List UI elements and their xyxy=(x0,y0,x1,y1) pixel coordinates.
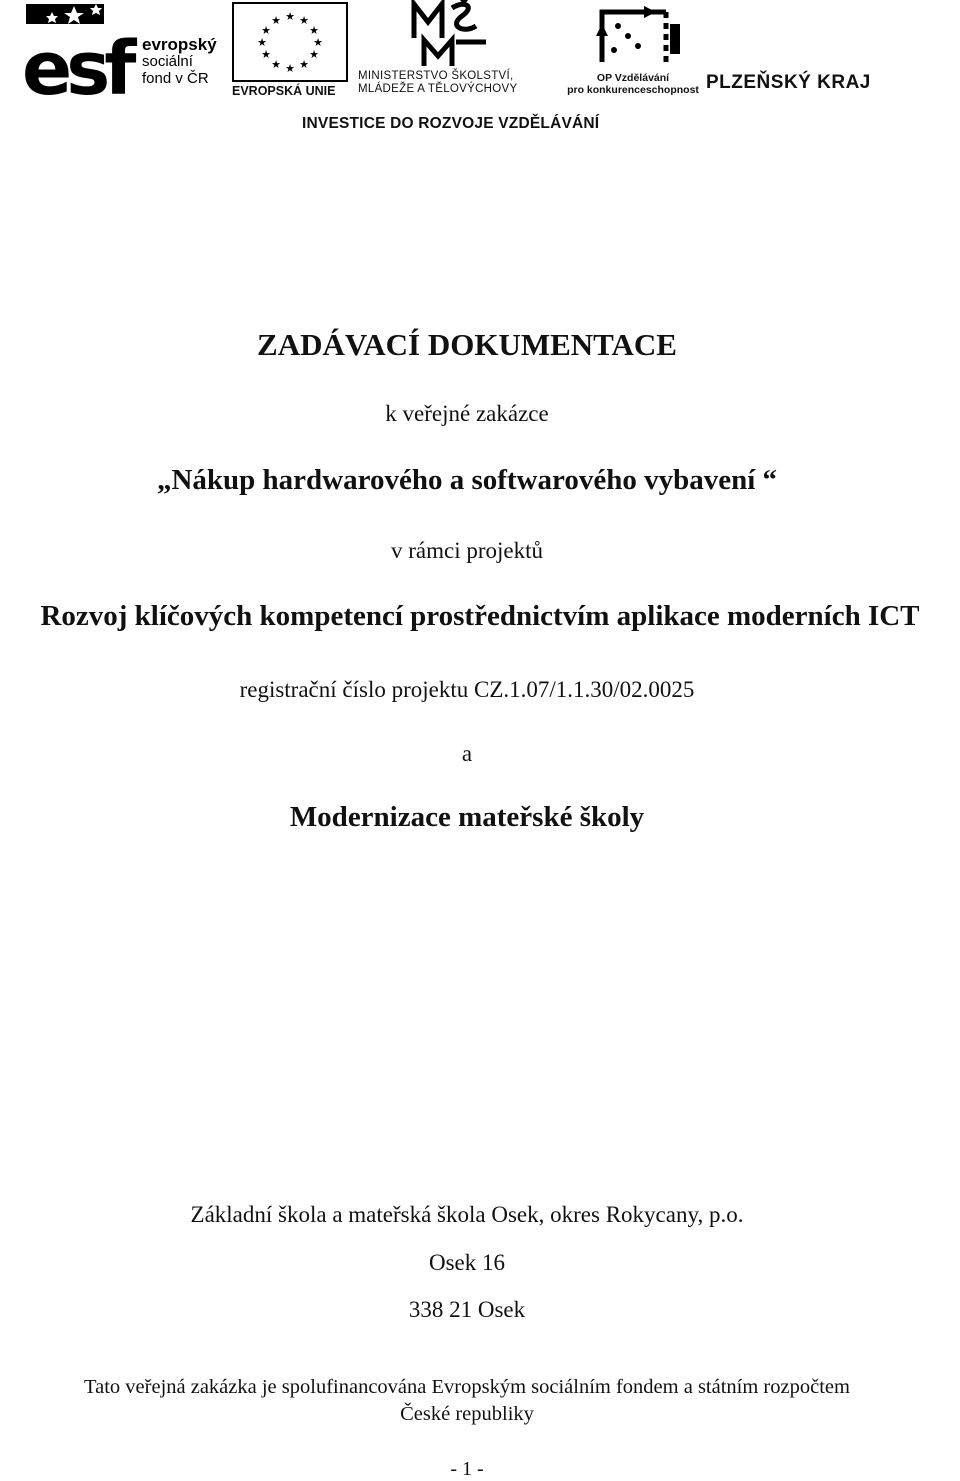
logo-header xyxy=(0,0,960,140)
svg-text:★: ★ xyxy=(309,49,319,61)
esf-text xyxy=(142,36,217,87)
eu-logo xyxy=(232,2,350,102)
contract-name: „Nákup hardwarového a softwarového vybavení “ xyxy=(156,464,778,496)
esf-line3: fond v ČR xyxy=(142,70,209,87)
svg-text:★: ★ xyxy=(271,59,281,71)
op-logo-graphic xyxy=(566,6,700,68)
svg-text:★: ★ xyxy=(261,49,271,61)
project-title-2: Modernizace mateřské školy xyxy=(289,801,645,833)
registration-number: registrační číslo projektu CZ.1.07/1.1.30/02.0025 xyxy=(239,677,695,702)
in-project-text: v rámci projektů xyxy=(390,538,543,563)
esf-logo xyxy=(22,2,222,102)
investice-slogan: INVESTICE DO ROZVOJE VZDĚLÁVÁNÍ xyxy=(302,115,600,132)
op-line1: OP Vzdělávání xyxy=(596,72,670,84)
authority-street: Osek 16 xyxy=(428,1250,506,1275)
svg-text:esf: esf xyxy=(22,26,131,98)
op-label xyxy=(566,72,700,96)
msmt-logo xyxy=(356,0,566,100)
project-title-1: Rozvoj klíčových kompetencí prostřednictvím aplikace moderních ICT xyxy=(40,600,920,632)
eu-flag-icon xyxy=(232,2,348,82)
msmt-label xyxy=(358,70,517,96)
financing-note-line1: Tato veřejná zakázka je spolufinancována Evropským sociálním fondem a státním rozpočtem xyxy=(84,1376,850,1398)
document-subtitle: k veřejné zakázce xyxy=(385,401,549,426)
svg-text:★: ★ xyxy=(257,37,267,49)
plzensky-kraj-label: PLZEŇSKÝ KRAJ xyxy=(706,72,871,93)
svg-text:★: ★ xyxy=(285,11,295,23)
authority-name: Základní škola a mateřská škola Osek, okres Rokycany, p.o. xyxy=(190,1202,744,1227)
svg-text:★: ★ xyxy=(261,25,271,37)
msmt-line1: MINISTERSTVO ŠKOLSTVÍ, xyxy=(358,70,514,82)
esf-logo-graphic xyxy=(22,2,140,98)
svg-text:★: ★ xyxy=(271,15,281,27)
financing-note-line2: České republiky xyxy=(400,1403,534,1425)
svg-text:★: ★ xyxy=(313,37,323,49)
esf-line1: evropský xyxy=(142,35,217,54)
svg-text:★: ★ xyxy=(299,15,309,27)
msmt-line2: MLÁDEŽE A TĚLOVÝCHOVY xyxy=(358,83,518,95)
page-number: - 1 - xyxy=(450,1458,484,1480)
authority-city: 338 21 Osek xyxy=(408,1297,526,1322)
svg-text:★: ★ xyxy=(309,25,319,37)
svg-text:★: ★ xyxy=(285,63,295,75)
conjunction: a xyxy=(461,741,473,766)
plzensky-kraj-logo xyxy=(706,66,896,102)
op-logo xyxy=(566,6,700,100)
eu-label: EVROPSKÁ UNIE xyxy=(232,84,336,98)
document-title: ZADÁVACÍ DOKUMENTACE xyxy=(257,327,677,362)
op-line2: pro konkurenceschopnost xyxy=(567,84,699,96)
msmt-monogram-icon xyxy=(356,0,516,70)
esf-line2: sociální xyxy=(142,53,193,70)
svg-text:★: ★ xyxy=(299,59,309,71)
